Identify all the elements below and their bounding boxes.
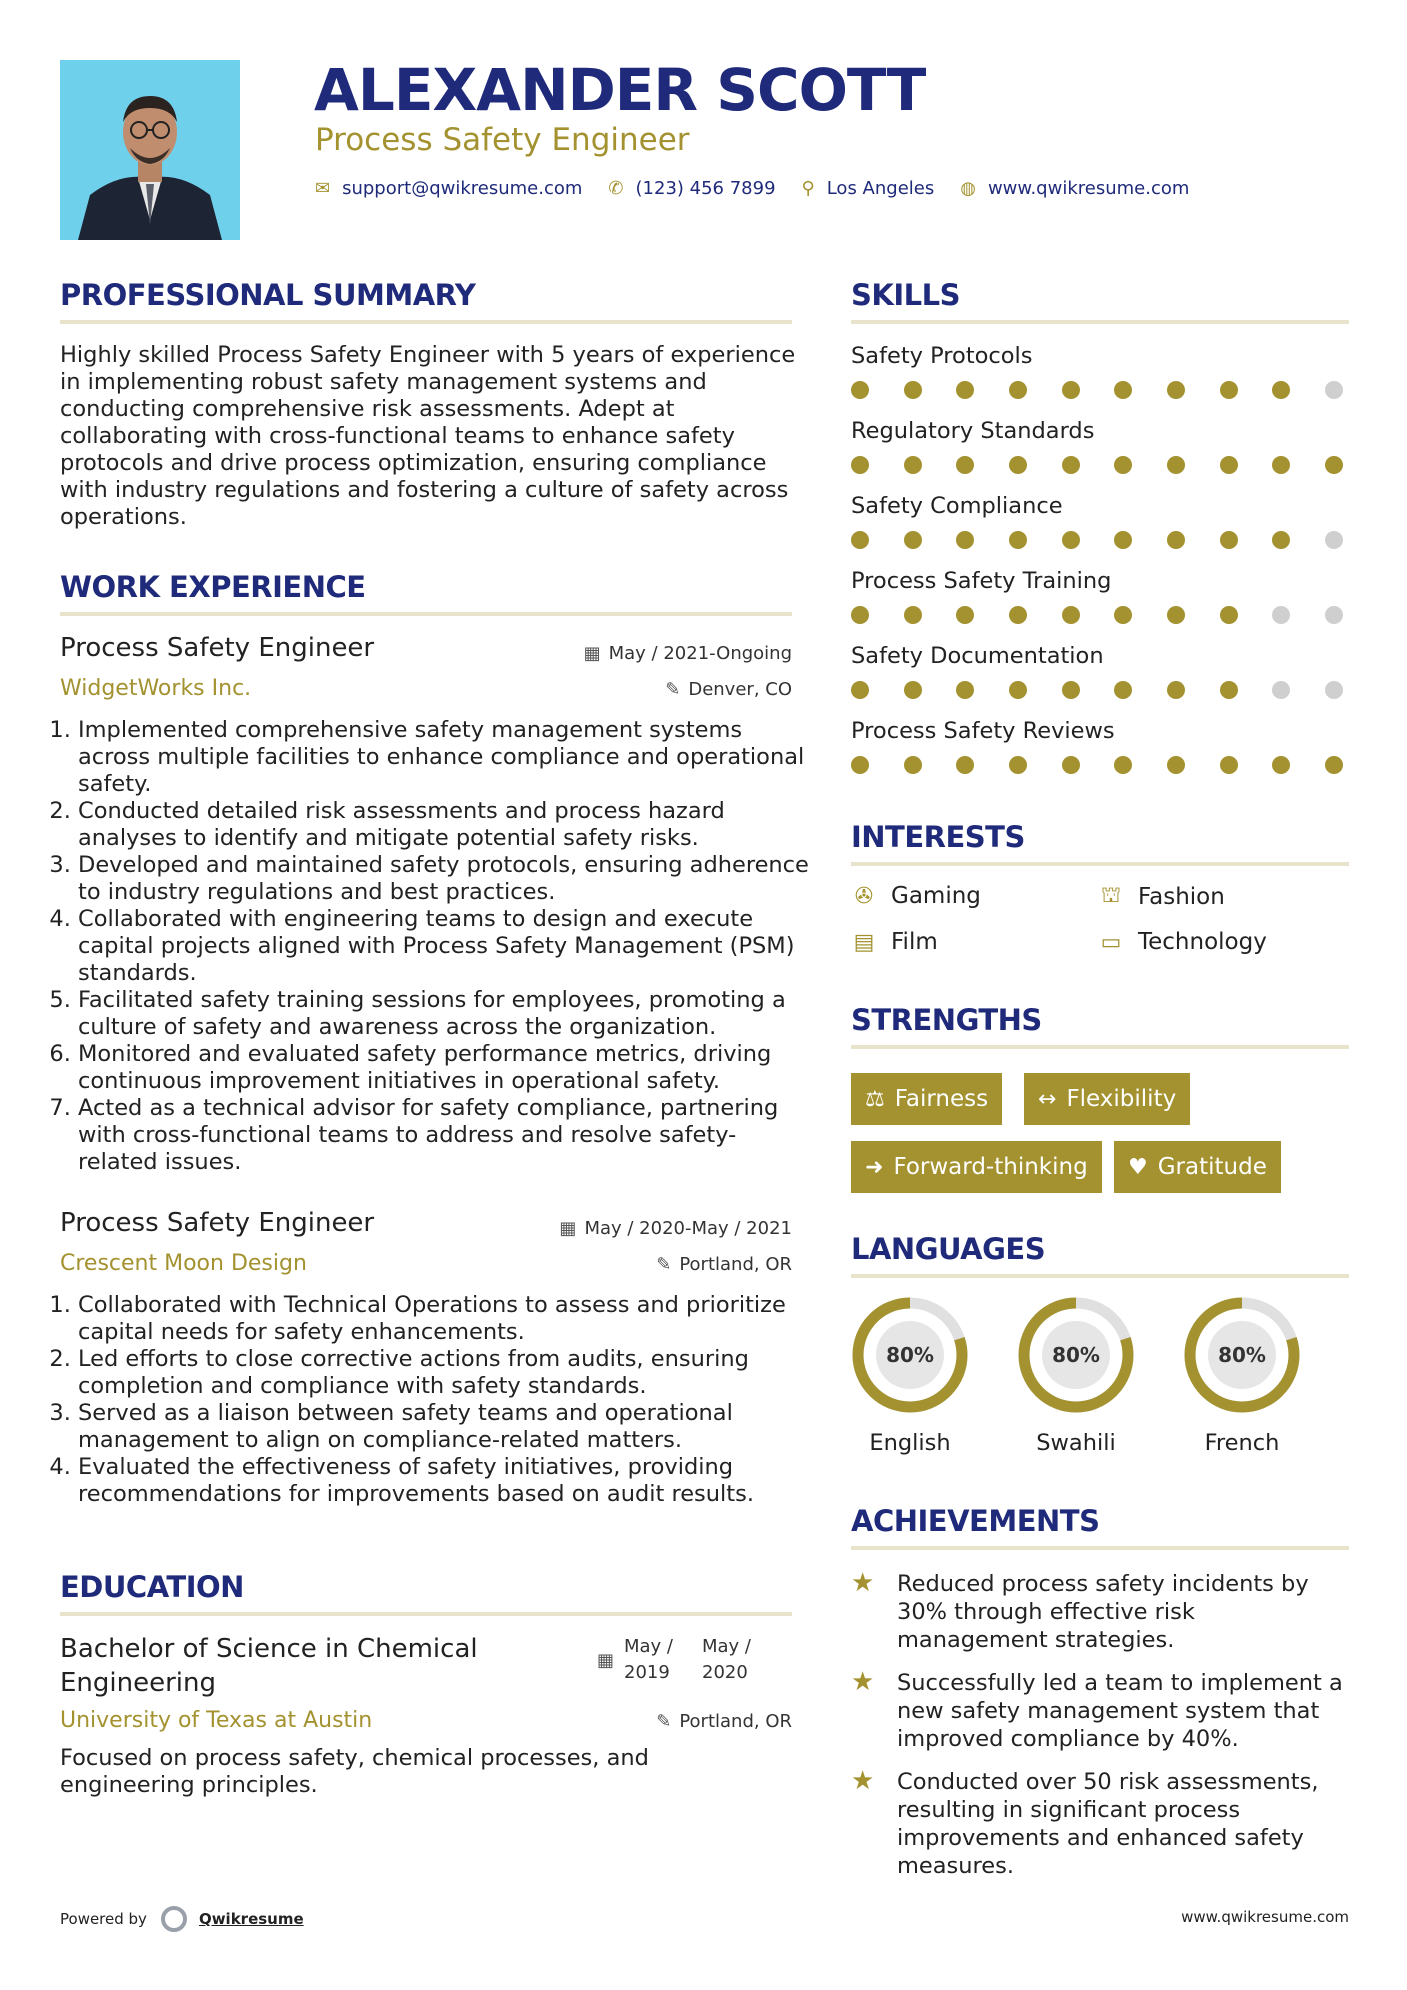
achievements-divider bbox=[851, 1546, 1349, 1550]
rating-dot-filled bbox=[1220, 756, 1238, 774]
strength-gratitude bbox=[1114, 1141, 1281, 1193]
summary-text: Highly skilled Process Safety Engineer with 5 years of experience in implementing robust safety management systems and conducting comprehensive risk assessments. Adept at collaborating with cross-functional teams to enhance safety protocols and drive process optimization, ensuring compliance with industry regulations and fostering a culture of safety across operations. bbox=[60, 342, 796, 530]
language-percent: 80% bbox=[1218, 1343, 1266, 1367]
achievement-item bbox=[851, 1669, 1347, 1753]
interests-heading: INTERESTS bbox=[851, 820, 1025, 854]
contact-location: Los Angeles bbox=[826, 178, 935, 199]
list-item: 3. Developed and maintained safety protocols, ensuring adherence to industry regulations and best practices. bbox=[78, 852, 814, 906]
interest-technology bbox=[1098, 929, 1267, 955]
skills-heading: SKILLS bbox=[851, 278, 960, 312]
rating-dot-filled bbox=[851, 381, 869, 399]
rating-dot-filled bbox=[1167, 606, 1185, 624]
contact-website[interactable]: www.qwikresume.com bbox=[987, 178, 1190, 199]
rating-dot-filled bbox=[1009, 456, 1027, 474]
education-divider bbox=[60, 1612, 792, 1616]
language-ring bbox=[848, 1293, 972, 1421]
rating-dot-filled bbox=[904, 456, 922, 474]
star-icon: ★ bbox=[851, 1568, 875, 1598]
rating-dot-filled bbox=[1114, 456, 1132, 474]
gamepad-icon: ✇ bbox=[854, 883, 874, 909]
rating-dot-filled bbox=[1009, 381, 1027, 399]
rating-dot-filled bbox=[956, 456, 974, 474]
rating-dot-filled bbox=[1167, 681, 1185, 699]
summary-divider bbox=[60, 320, 792, 324]
language-ring bbox=[1014, 1293, 1138, 1421]
rating-dot-filled bbox=[851, 531, 869, 549]
arrow-right-icon: ➜ bbox=[865, 1154, 884, 1180]
job-1-title: Process Safety Engineer bbox=[60, 633, 375, 663]
heart-icon: ♥ bbox=[1128, 1154, 1148, 1180]
footer-site[interactable]: www.qwikresume.com bbox=[1181, 1908, 1349, 1926]
rating-dot-filled bbox=[1062, 381, 1080, 399]
job-2-company: Crescent Moon Design bbox=[60, 1251, 307, 1276]
rating-dot-empty bbox=[1325, 606, 1343, 624]
languages-divider bbox=[851, 1274, 1349, 1278]
achievement-text: Conducted over 50 risk assessments, resulting in significant process improvements and enhanced safety measures. bbox=[897, 1769, 1319, 1879]
list-item: 2. Led efforts to close corrective actions from audits, ensuring completion and compliance with safety standards. bbox=[78, 1346, 814, 1400]
job-2-location-text: Portland, OR bbox=[679, 1254, 792, 1275]
list-item: 6. Monitored and evaluated safety performance metrics, driving continuous improvement initiatives in operational safety. bbox=[78, 1041, 814, 1095]
rating-dot-filled bbox=[1220, 381, 1238, 399]
rating-dot-filled bbox=[1114, 756, 1132, 774]
rating-dot-filled bbox=[904, 681, 922, 699]
job-2-title: Process Safety Engineer bbox=[60, 1208, 375, 1238]
achievement-item bbox=[851, 1768, 1347, 1880]
rating-dot-empty bbox=[1325, 531, 1343, 549]
rating-dot-filled bbox=[956, 606, 974, 624]
contact-phone[interactable]: (123) 456 7899 bbox=[635, 178, 776, 199]
skill-rating bbox=[851, 681, 1343, 699]
arrows-horizontal-icon: ↔ bbox=[1038, 1086, 1057, 1112]
job-1-date-text: May / 2021-Ongoing bbox=[608, 643, 792, 664]
list-item: 1. Collaborated with Technical Operations to assess and prioritize capital needs for safety enhancements. bbox=[78, 1292, 814, 1346]
rating-dot-filled bbox=[1062, 681, 1080, 699]
calendar-icon: ▦ bbox=[559, 1218, 577, 1239]
skill-name: Regulatory Standards bbox=[851, 418, 1095, 444]
rating-dot-filled bbox=[904, 531, 922, 549]
job-1-company: WidgetWorks Inc. bbox=[60, 676, 252, 701]
interests-divider bbox=[851, 862, 1349, 866]
skill-rating bbox=[851, 531, 1343, 549]
rating-dot-filled bbox=[1114, 531, 1132, 549]
rating-dot-filled bbox=[851, 756, 869, 774]
rating-dot-filled bbox=[1220, 681, 1238, 699]
interest-label: Film bbox=[891, 929, 938, 955]
education-heading: EDUCATION bbox=[60, 1570, 244, 1604]
laptop-icon: ▭ bbox=[1100, 929, 1122, 955]
star-icon: ★ bbox=[851, 1766, 875, 1796]
globe-icon: ◍ bbox=[960, 178, 976, 199]
education-date-start: May / 2019 bbox=[624, 1636, 673, 1683]
pin-icon: ✎ bbox=[656, 1711, 672, 1732]
language-name: French bbox=[1204, 1430, 1280, 1456]
strength-flexibility bbox=[1024, 1073, 1190, 1125]
experience-divider bbox=[60, 612, 792, 616]
rating-dot-filled bbox=[956, 531, 974, 549]
qwikresume-logo-icon bbox=[161, 1906, 187, 1932]
pin-icon: ✎ bbox=[665, 679, 681, 700]
rating-dot-filled bbox=[956, 681, 974, 699]
rating-dot-filled bbox=[904, 381, 922, 399]
footer-brand-link[interactable]: Qwikresume bbox=[198, 1910, 304, 1928]
strength-label: Forward-thinking bbox=[893, 1154, 1088, 1180]
education-location bbox=[656, 1711, 792, 1732]
rating-dot-filled bbox=[904, 606, 922, 624]
rating-dot-filled bbox=[1220, 531, 1238, 549]
rating-dot-filled bbox=[851, 456, 869, 474]
job-1-location bbox=[665, 679, 792, 700]
job-1-location-text: Denver, CO bbox=[688, 679, 792, 700]
rating-dot-filled bbox=[1272, 531, 1290, 549]
rating-dot-filled bbox=[1062, 606, 1080, 624]
list-item: 2. Conducted detailed risk assessments and process hazard analyses to identify and mitigate potential safety risks. bbox=[78, 798, 814, 852]
powered-by-text: Powered by bbox=[60, 1910, 147, 1928]
skill-name: Process Safety Reviews bbox=[851, 718, 1115, 744]
skill-rating bbox=[851, 381, 1343, 399]
contact-bar bbox=[315, 178, 1215, 199]
skill-rating bbox=[851, 606, 1343, 624]
candidate-title: Process Safety Engineer bbox=[315, 122, 690, 158]
rating-dot-filled bbox=[1167, 531, 1185, 549]
achievement-text: Successfully led a team to implement a new safety management system that improved compliance by 40%. bbox=[897, 1670, 1343, 1752]
education-description: Focused on process safety, chemical processes, and engineering principles. bbox=[60, 1745, 649, 1798]
job-2-location bbox=[656, 1254, 792, 1275]
interest-film bbox=[851, 929, 938, 955]
list-item: 1. Implemented comprehensive safety management systems across multiple facilities to enhance compliance and operational safety. bbox=[78, 717, 814, 798]
candidate-name: ALEXANDER SCOTT bbox=[314, 56, 926, 124]
rating-dot-filled bbox=[1325, 756, 1343, 774]
education-school: University of Texas at Austin bbox=[60, 1708, 373, 1733]
rating-dot-filled bbox=[956, 756, 974, 774]
interest-label: Technology bbox=[1138, 929, 1267, 955]
rating-dot-filled bbox=[1062, 456, 1080, 474]
rating-dot-filled bbox=[1167, 456, 1185, 474]
skill-rating bbox=[851, 456, 1343, 474]
star-icon: ★ bbox=[851, 1667, 875, 1697]
skills-divider bbox=[851, 320, 1349, 324]
rating-dot-filled bbox=[904, 756, 922, 774]
job-1-bullets bbox=[60, 717, 814, 1176]
interest-fashion bbox=[1098, 883, 1225, 911]
rating-dot-filled bbox=[1062, 756, 1080, 774]
rating-dot-filled bbox=[1167, 381, 1185, 399]
pin-icon: ✎ bbox=[656, 1254, 672, 1275]
calendar-icon: ▦ bbox=[597, 1650, 615, 1671]
rating-dot-filled bbox=[1062, 531, 1080, 549]
rating-dot-filled bbox=[1009, 606, 1027, 624]
rating-dot-filled bbox=[956, 381, 974, 399]
strength-label: Flexibility bbox=[1066, 1086, 1177, 1112]
rating-dot-filled bbox=[1272, 756, 1290, 774]
languages-heading: LANGUAGES bbox=[851, 1232, 1046, 1266]
rating-dot-filled bbox=[1009, 681, 1027, 699]
education-date-end: May / 2020 bbox=[702, 1636, 751, 1683]
strengths-heading: STRENGTHS bbox=[851, 1003, 1042, 1037]
rating-dot-filled bbox=[1114, 681, 1132, 699]
strengths-divider bbox=[851, 1045, 1349, 1049]
rating-dot-filled bbox=[1220, 606, 1238, 624]
job-1-date bbox=[584, 643, 792, 664]
interest-label: Gaming bbox=[891, 883, 981, 909]
language-name: English bbox=[869, 1430, 951, 1456]
interest-gaming bbox=[851, 883, 981, 909]
strength-label: Fairness bbox=[894, 1086, 989, 1112]
calendar-icon: ▦ bbox=[583, 643, 601, 664]
job-2-date bbox=[559, 1218, 792, 1239]
language-ring bbox=[1180, 1293, 1304, 1421]
rating-dot-empty bbox=[1325, 381, 1343, 399]
summary-heading: PROFESSIONAL SUMMARY bbox=[60, 278, 476, 312]
achievement-item bbox=[851, 1570, 1347, 1654]
skill-name: Safety Documentation bbox=[851, 643, 1104, 669]
language-percent: 80% bbox=[886, 1343, 934, 1367]
rating-dot-filled bbox=[1220, 456, 1238, 474]
list-item: 7. Acted as a technical advisor for safety compliance, partnering with cross-functional teams to address and resolve safety-related issues. bbox=[78, 1095, 814, 1176]
education-location-text: Portland, OR bbox=[679, 1711, 792, 1732]
rating-dot-filled bbox=[1272, 381, 1290, 399]
rating-dot-filled bbox=[851, 681, 869, 699]
skill-name: Safety Compliance bbox=[851, 493, 1063, 519]
skill-name: Process Safety Training bbox=[851, 568, 1112, 594]
rating-dot-filled bbox=[1325, 456, 1343, 474]
list-item: 4. Evaluated the effectiveness of safety initiatives, providing recommendations for improvements based on audit results. bbox=[78, 1454, 814, 1508]
contact-email[interactable]: support@qwikresume.com bbox=[342, 178, 583, 199]
rating-dot-filled bbox=[1272, 456, 1290, 474]
rating-dot-filled bbox=[1009, 531, 1027, 549]
strength-label: Gratitude bbox=[1157, 1154, 1267, 1180]
experience-heading: WORK EXPERIENCE bbox=[60, 570, 366, 604]
rating-dot-filled bbox=[851, 606, 869, 624]
education-degree: Bachelor of Science in Chemical Engineering bbox=[60, 1634, 478, 1698]
interest-label: Fashion bbox=[1138, 884, 1225, 910]
language-percent: 80% bbox=[1052, 1343, 1100, 1367]
phone-icon: ✆ bbox=[608, 178, 624, 199]
film-icon: ▤ bbox=[853, 929, 875, 955]
shopping-bag-icon: ⛫ bbox=[1100, 883, 1122, 908]
rating-dot-filled bbox=[1167, 756, 1185, 774]
scale-icon: ⚖ bbox=[865, 1086, 885, 1112]
rating-dot-filled bbox=[1009, 756, 1027, 774]
strength-fairness bbox=[851, 1073, 1002, 1125]
list-item: 3. Served as a liaison between safety teams and operational management to align on compliance-related matters. bbox=[78, 1400, 814, 1454]
rating-dot-empty bbox=[1325, 681, 1343, 699]
list-item: 4. Collaborated with engineering teams to design and execute capital projects aligned with Process Safety Management (PSM) standards. bbox=[78, 906, 814, 987]
rating-dot-filled bbox=[1114, 381, 1132, 399]
email-icon: ✉ bbox=[315, 178, 331, 199]
footer-powered-by bbox=[60, 1906, 304, 1932]
skill-name: Safety Protocols bbox=[851, 343, 1033, 369]
job-2-bullets bbox=[60, 1292, 814, 1508]
list-item: 5. Facilitated safety training sessions for employees, promoting a culture of safety and awareness across the organization. bbox=[78, 987, 814, 1041]
achievements-heading: ACHIEVEMENTS bbox=[851, 1504, 1100, 1538]
rating-dot-empty bbox=[1272, 606, 1290, 624]
language-name: Swahili bbox=[1036, 1430, 1116, 1456]
location-pin-icon: ⚲ bbox=[801, 178, 815, 199]
rating-dot-filled bbox=[1114, 606, 1132, 624]
achievement-text: Reduced process safety incidents by 30% through effective risk management strategies. bbox=[897, 1571, 1309, 1653]
profile-photo bbox=[60, 60, 240, 240]
rating-dot-empty bbox=[1272, 681, 1290, 699]
strength-forward-thinking bbox=[851, 1141, 1102, 1193]
job-2-date-text: May / 2020-May / 2021 bbox=[584, 1218, 792, 1239]
skill-rating bbox=[851, 756, 1343, 774]
